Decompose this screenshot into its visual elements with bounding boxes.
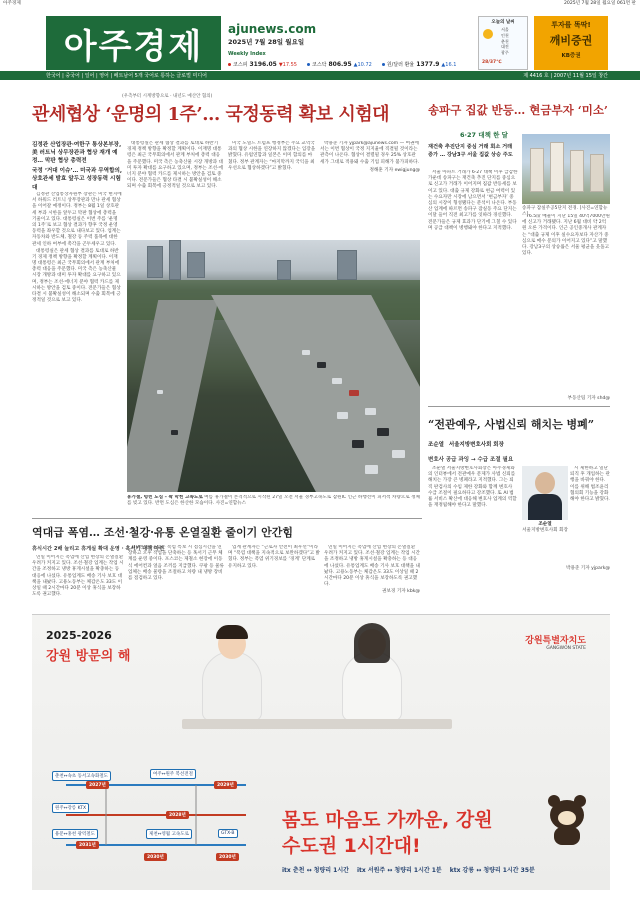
bottom-col-3: 업계 관계자는 “근로자 안전이 최우선”이라며 “폭염 대책을 지속적으로 보완하겠다”고 밝혔다. 정부는 폭염 위기경보를 ‘경계’ 단계로 유지하고 있다.: [228, 545, 320, 569]
car-shape: [302, 350, 310, 355]
weather-city: 서울: [501, 27, 509, 32]
weather-box: [478, 16, 528, 70]
right-sub: 재건축 추진단지 중심 거래 회소 거래 증가 … 강남3구 서울 집값 상승 주도: [428, 144, 513, 158]
issue-number: 제 4416 호 | 2007년 11월 15일 창간: [523, 73, 608, 79]
route-year: 2031년: [76, 841, 99, 849]
building-shape: [147, 246, 163, 278]
route-label: 원주↔강릉 KTX: [52, 803, 89, 813]
masthead-date: 2025년 7월 28일 월요일: [228, 38, 305, 46]
ad-year: 2025-2026: [46, 629, 112, 642]
building-shape: [570, 150, 584, 192]
car-shape: [365, 465, 378, 474]
route-year: 2029년: [214, 781, 237, 789]
lead-sub-1: 김정관 산업장관·여한구 통상본부장, 美 러트닉 상무장관과 협상 재개 예정… 막판 협상 총력전: [32, 142, 122, 165]
route-year: 2030년: [144, 853, 167, 861]
building-shape: [187, 252, 205, 278]
ad-slogan-2: 수도권 1시간대!: [282, 835, 421, 857]
column-sub: 변호사 공급 과잉 → 수급 조절 필요: [428, 457, 514, 463]
ad-footer: [282, 865, 602, 874]
car-shape: [332, 378, 342, 384]
car-shape: [349, 390, 359, 396]
apartment-caption: 송파구 잠실주공5단지 전경. [사진=연합뉴스]: [522, 206, 608, 218]
weather-temp: 28/37℃: [482, 60, 502, 65]
weekly-index-label: Weekly Index: [228, 51, 266, 57]
building-shape: [530, 148, 544, 192]
car-shape: [377, 428, 389, 436]
building-shape: [590, 154, 604, 192]
route-year: 2027년: [86, 781, 109, 789]
ad-slogan-1: 몸도 마음도 가까운, 강원: [282, 809, 493, 831]
right-headline[interactable]: 송파구 집값 반등… 현금부자 ‘미소’: [428, 103, 608, 117]
route-label: 용문↔홍천 광역철도: [52, 829, 98, 839]
lead-byline: 정해훈 기자 ewigjung@: [369, 167, 420, 173]
top-strip-left: 아주경제: [3, 1, 21, 6]
bottom-sub: 휴식시간 2배 늘리고 휴게실 확대 운영 · 혹서기 대책 마련: [32, 546, 165, 552]
weather-title: 오늘의 날씨: [491, 20, 515, 25]
car-shape: [365, 408, 376, 415]
kb-ad[interactable]: [534, 16, 608, 70]
car-shape: [171, 430, 178, 435]
building-shape: [169, 240, 181, 280]
top-strip-right: 2025년 7월 28일 월요일 061면 판: [563, 1, 636, 6]
car-shape: [392, 450, 405, 458]
sun-icon: [483, 29, 493, 39]
apartment-photo: [522, 134, 610, 204]
route-label: 제천↔영월 고속도로: [146, 829, 192, 839]
route-label: GTX-B: [218, 829, 238, 838]
bottom-col-1: 연일 이어지는 폭염에 산업 현장의 온열질환 우려가 커지고 있다. 조선·철강 업계는 작업 시간을 조정하고 냉방 휴게시설을 확충하는 등 대응에 나섰다. 유통업계도 배송 기사 보호 대책을 내놨다. 고용노동부는 체감온도 33도 이상일 때 2시간마다 20분 이상 휴식을 보장하도록 권고했다.: [32, 555, 124, 598]
avatar: [535, 472, 555, 494]
index-fx: 원/달러 환율 1377.9 ▲16.1: [382, 61, 457, 68]
bottom-headline[interactable]: 역대급 폭염… 조선·철강·유통 온열질환 줄이기 안간힘: [32, 526, 293, 539]
column-headline[interactable]: “전관예우, 사법신뢰 해치는 병폐”: [428, 418, 595, 431]
ad-footer-item: itx 서원주 ↔ 청량리 1시간 1분: [356, 867, 442, 874]
column-person: 조순열 서울지방변호사회 회장: [428, 442, 504, 448]
right-byline: 부동산팀 기자 shd@: [567, 396, 610, 401]
site-url[interactable]: ajunews.com: [228, 22, 317, 36]
lead-col-2: 대통령실은 관세 협상 결과를 토대로 하반기 경제 정책 방향을 확정할 계획이다. 이재명 대통령은 최근 국무회의에서 관계 부처에 총력 대응을 주문했다. 미국 측은 농축산물 시장 개방과 대미 투자 확대를 요구하고 있으며, 정부는 조선·에너지 분야 협력 카드를 제시하는 방안을 검토 중이다. 전문가들은 협상 타결 시 불확실성이 해소되며 수출 회복에 긍정적일 것으로 보고 있다.: [127, 141, 223, 190]
tagline-bar: [0, 71, 640, 80]
route-label: 춘천↔속초 동서고속화철도: [52, 771, 111, 781]
lead-kicker: (우측부터 시계방향으로 · 내년도 예산안 협의): [122, 94, 213, 99]
bottom-byline: 권보경 기자 kbk@: [382, 589, 420, 595]
ad-footer-item: itx 춘천 ↔ 청량리 1시간: [282, 867, 349, 874]
right-body: 서울 아파트 거래가 6·27 대책 이후 급감한 가운데 송파구는 재건축 추진 단지를 중심으로 신고가 거래가 이어지며 집값 반등세를 보이고 있다. 대출 규제 강화로 현금 여력이 있는 수요자만 시장에 남으면서 ‘현금부자’ 중심의 시장이 형성됐다는 분석이 나온다. 부동산 업계에 따르면 송파구 잠실동 주요 단지는 이달 들어 직전 최고가를 잇따라 경신했다. 전문가들은 규제 효과가 단기에 그칠 수 있다며 공급 대책이 병행돼야 한다고 지적했다.: [428, 170, 518, 231]
bottom-divider: [32, 518, 422, 519]
logo-text: 아주경제: [63, 26, 204, 67]
column-body-2: 시 제한하고 일단 퇴직 후 개업하는 관행을 바꿔야 한다. 이를 위해 법조윤리협의회 기능을 강화해야 한다고 밝혔다.: [570, 466, 610, 502]
car-shape: [337, 412, 348, 419]
gangwon-ad[interactable]: [32, 614, 610, 890]
ad-illustration: [182, 621, 452, 781]
weather-city: 인천: [501, 32, 509, 38]
ad-brand-logo: 강원특별자치도 GANGWON STATE: [525, 636, 586, 651]
index-kosdaq: 코스닥 806.95 ▲10.72: [307, 61, 372, 68]
photo-caption-body: 여름 휴가철이 본격적으로 시작된 27일 오전 서울 경부고속도로 잠원IC 인근 하행선이 피서객 차량으로 정체를 빚고 있다. 반면 도심은 한산한 모습이다.: [127, 495, 420, 507]
route-year: 2030년: [216, 853, 239, 861]
kb-ad-line1: 투자를 똑딱!: [551, 21, 591, 29]
weather-city: 춘천: [501, 38, 509, 44]
building-shape: [277, 260, 291, 280]
highway-photo: [127, 240, 420, 492]
column-body: 조순열 서울지방변호사회장은 아주경제와의 인터뷰에서 전관예우 문제가 사법 신뢰를 해치는 가장 큰 병폐라고 지적했다. 그는 퇴직 판검사의 수임 제한 강화와 함께 변호사 수급 조절이 필요하다고 강조했다. 또 AI 법률 서비스 확산에 대응해 변호사 업계의 역할을 재정립해야 한다고 말했다.: [428, 466, 517, 509]
masthead-logo: [46, 16, 221, 70]
car-shape: [157, 390, 163, 394]
lead-col-3: 미국 도널드 트럼프 행정부는 주요 교역국과의 협상 시한을 연장하지 않겠다는 입장을 밝혔다. 유럽연합과 일본은 이미 합의를 마쳤다. 정부 관계자는 “마지막까지 국익을 최우선으로 협상하겠다”고 밝혔다.: [228, 141, 316, 171]
road-lane: [211, 295, 420, 492]
bottom-col-2: HD현대중공업은 폭염 특보 시 점심시간을 연장하고 오후 작업을 단축하는 등 혹서기 근무 체계를 운영 중이다. 포스코는 제철소 현장에 이동식 에어컨과 얼음 조끼를 지급했다. 쿠팡 등 물류 업체는 배송 물량을 조절하고 차량 내 냉방 장비를 점검하고 있다.: [128, 545, 224, 581]
building-shape: [550, 142, 564, 192]
index-row: [228, 60, 478, 69]
mascot-bear: [544, 795, 590, 845]
right-col-title: 6·27 대책 한 달: [460, 131, 508, 139]
route-year: 2028년: [166, 811, 189, 819]
photo-credit: 사진=연합뉴스: [215, 501, 247, 507]
column-byline: 박용준 기자 yjpark@: [566, 566, 610, 571]
kb-ad-line3: KB증권: [561, 53, 581, 59]
weather-city: 광주: [501, 50, 509, 56]
route-label: 여주↔원주 복선전철: [150, 769, 196, 779]
bottom-col-4: 연일 이어지는 폭염에 산업 현장의 온열질환 우려가 커지고 있다. 조선·철강 업계는 작업 시간을 조정하고 냉방 휴게시설을 확충하는 등 대응에 나섰다. 유통업계도 배송 기사 보호 대책을 내놨다. 고용노동부는 체감온도 33도 이상일 때 2시간마다 20분 이상 휴식을 보장하도록 권고했다. 권보경 기자 kbk@: [324, 545, 420, 595]
divider: [428, 406, 610, 407]
kb-ad-line2: 깨비증권: [549, 34, 593, 47]
index-kospi: 코스피 3196.05 ▼17.55: [228, 61, 297, 68]
ad-visit: 강원 방문의 해: [46, 649, 131, 664]
person-photo: [522, 466, 568, 520]
photo-caption-title: 휴가철, 텅빈 도심 – 꽉 막힌 고속도로: [127, 495, 203, 500]
road-lane: [127, 300, 218, 492]
lead-col-4: 박용준 기자 yjpark@ajunews.com — 여권에서는 이번 협상이 국정 지지율에 직결될 것이라는 관측이 나온다. 협상이 결렬될 경우 25% 상호관세가 그대로 적용돼 수출 기업 피해가 불가피하다. 정해훈 기자 ewigjung@: [320, 141, 420, 173]
lead-sub: [32, 141, 122, 192]
lead-col-1: 김정관 산업통상자원부 장관은 미국 현지에서 하워드 러트닉 상무장관과 만나 관세 협상을 이어갈 예정이다. 정부는 8월 1일 상호관세 부과 시한을 앞두고 막판 협상에 총력을 기울이고 있다. 대통령실은 이번 주를 ‘운명의 1주’로 보고 협상 결과가 향후 국정 운영 동력을 좌우할 것으로 내다보고 있다. 업계는 자동차와 반도체, 철강 등 주력 품목에 대한 관세 인하 여부에 촉각을 곤두세우고 있다. 대통령실은 관세 협상 결과를 토대로 하반기 경제 정책 방향을 확정할 계획이다. 이재명 대통령은 최근 국무회의에서 관계 부처에 총력 대응을 주문했다. 미국 측은 농축산물 시장 개방과 대미 투자 확대를 요구하고 있으며, 정부는 조선·에너지 분야 협력 카드를 제시하는 방안을 검토 중이다. 전문가들은 협상 타결 시 불확실성이 해소되며 수출 회복에 긍정적일 것으로 보고 있다.: [32, 192, 122, 304]
building-shape: [337, 250, 357, 280]
weather-city: 대전: [501, 44, 509, 50]
tagline: 한국어 | 중국어 | 일어 | 영어 | 베트남어 5개 국어로 통하는 글로벌 미디어: [46, 73, 207, 79]
car-shape: [317, 362, 326, 368]
person-caption: 조순열 서울지방변호사회 회장: [522, 522, 568, 534]
car-shape: [352, 440, 364, 448]
lead-sub-2: 국정 ‘거대 이슈’… 미국과 무역합의, 상호관세 발효 앞두고 성장동력 시험대: [32, 168, 123, 191]
lead-headline[interactable]: 관세협상 ‘운명의 1주’… 국정동력 확보 시험대: [32, 104, 389, 125]
ad-footer-item: ktx 강릉 ↔ 청량리 1시간 35분: [449, 867, 535, 874]
photo-caption: [127, 495, 420, 513]
route-map: [46, 765, 276, 875]
right-body-2: 76.5㎡ 매물이 지난 15일 40억7000만원에 신고가 거래됐다. 지난 6월 대비 약 2억원 오른 가격이다. 인근 공인중개사 관계자는 “대출 규제 이후 실수요자보다 자산가 중심으로 매수 문의가 이어지고 있다”고 말했다. 강남3구의 상승률은 서울 평균을 웃돌고 있다.: [522, 214, 610, 257]
